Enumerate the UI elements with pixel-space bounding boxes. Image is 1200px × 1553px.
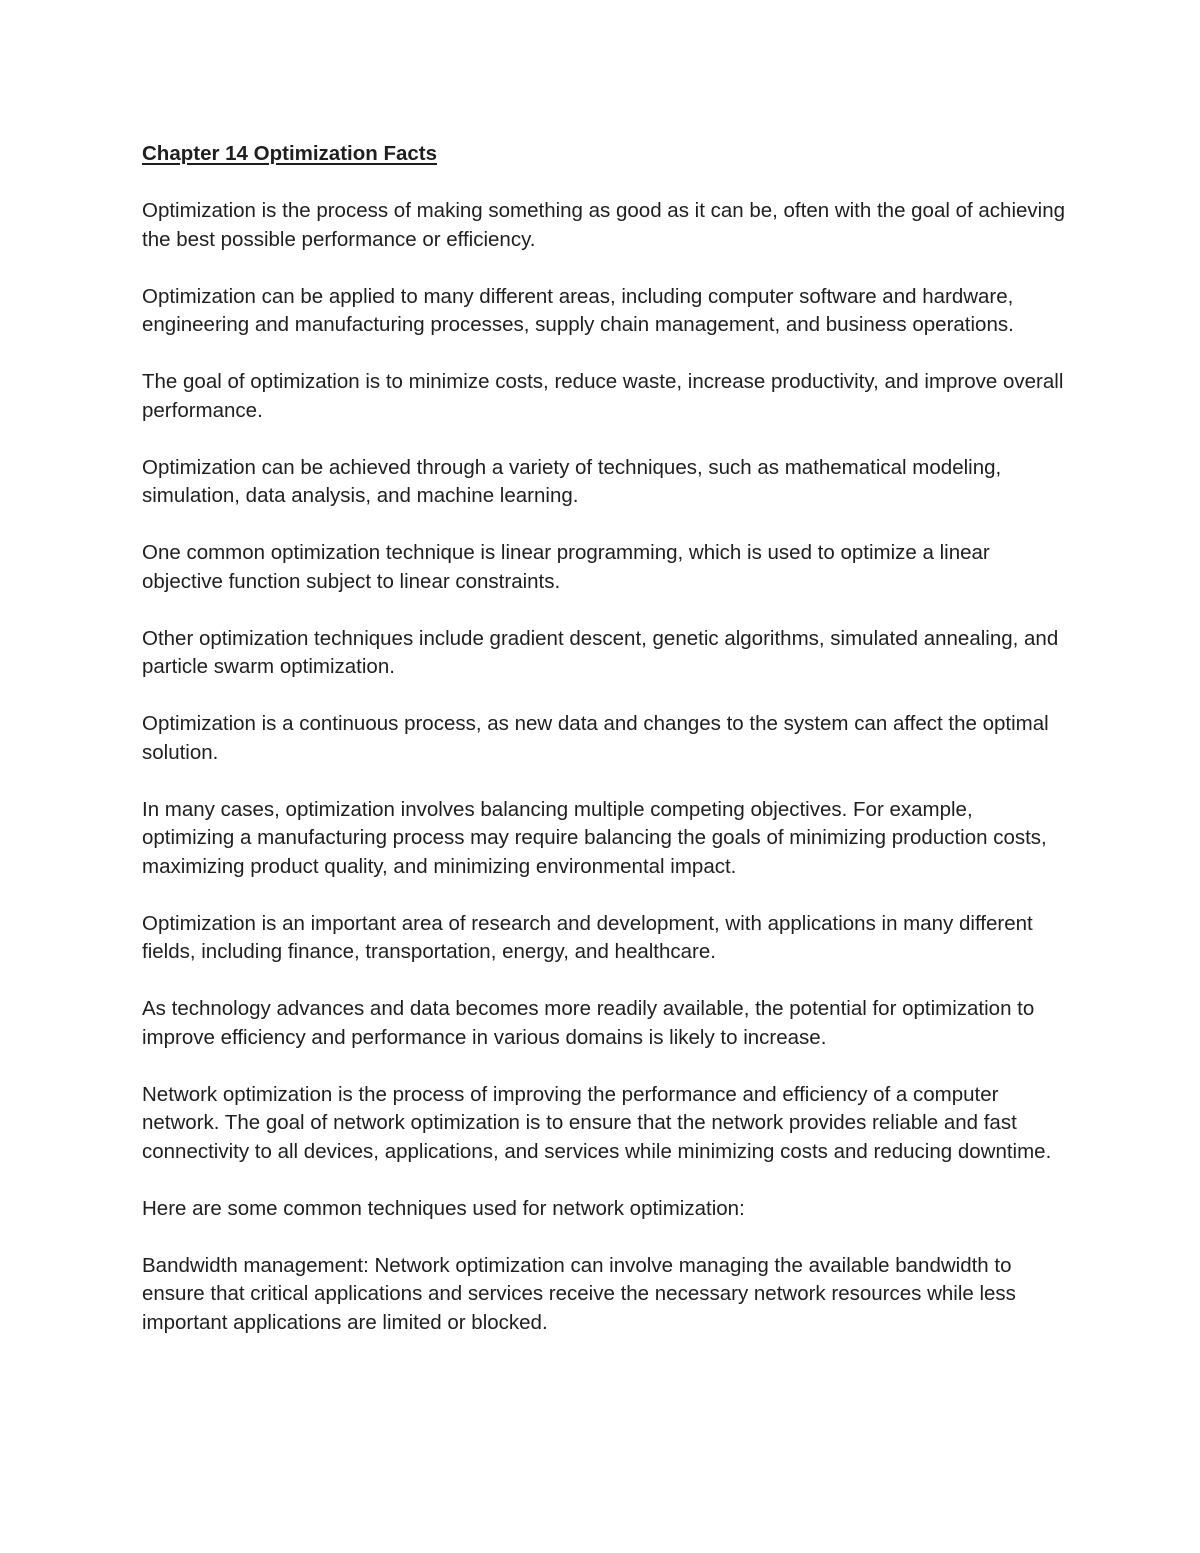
paragraph: One common optimization technique is linear programming, which is used to optimize a linear objective function subject to linear constraints. [142,541,990,593]
paragraph: Other optimization techniques include gradient descent, genetic algorithms, simulated annealing, and particle swarm optimization. [142,626,1059,678]
paragraph: Network optimization is the process of improving the performance and efficiency of a computer network. The goal of network optimization is to ensure that the network provides reliable and fast connectivity to all devices, applications, and services while minimizing costs and reducing downtime. [142,1082,1052,1163]
paragraph: As technology advances and data becomes more readily available, the potential for optimization to improve efficiency and performance in various domains is likely to increase. [142,997,1035,1049]
paragraph: Optimization is an important area of research and development, with applications in many different fields, including finance, transportation, energy, and healthcare. [142,911,1033,963]
paragraph: Optimization can be applied to many different areas, including computer software and hardware, engineering and manufacturing processes, supply chain management, and business operations. [142,284,1014,336]
paragraph: Bandwidth management: Network optimization can involve managing the available bandwidth to ensure that critical applications and services receive the necessary network resources while less important applications are limited or blocked. [142,1253,1016,1334]
document-body [142,140,1067,1366]
paragraph: Optimization can be achieved through a variety of techniques, such as mathematical modeling, simulation, data analysis, and machine learning. [142,455,1002,507]
paragraph: Optimization is the process of making something as good as it can be, often with the goal of achieving the best possible performance or efficiency. [142,199,1066,251]
paragraph: Here are some common techniques used for network optimization: [142,1196,745,1220]
page-title: Chapter 14 Optimization Facts [142,142,438,165]
paragraph: In many cases, optimization involves balancing multiple competing objectives. For example, optimizing a manufacturing process may require balancing the goals of minimizing production costs, maximizing product quality, and minimizing environmental impact. [142,797,1047,878]
paragraph: Optimization is a continuous process, as new data and changes to the system can affect the optimal solution. [142,712,1049,764]
paragraph: The goal of optimization is to minimize costs, reduce waste, increase productivity, and improve overall performance. [142,370,1064,422]
